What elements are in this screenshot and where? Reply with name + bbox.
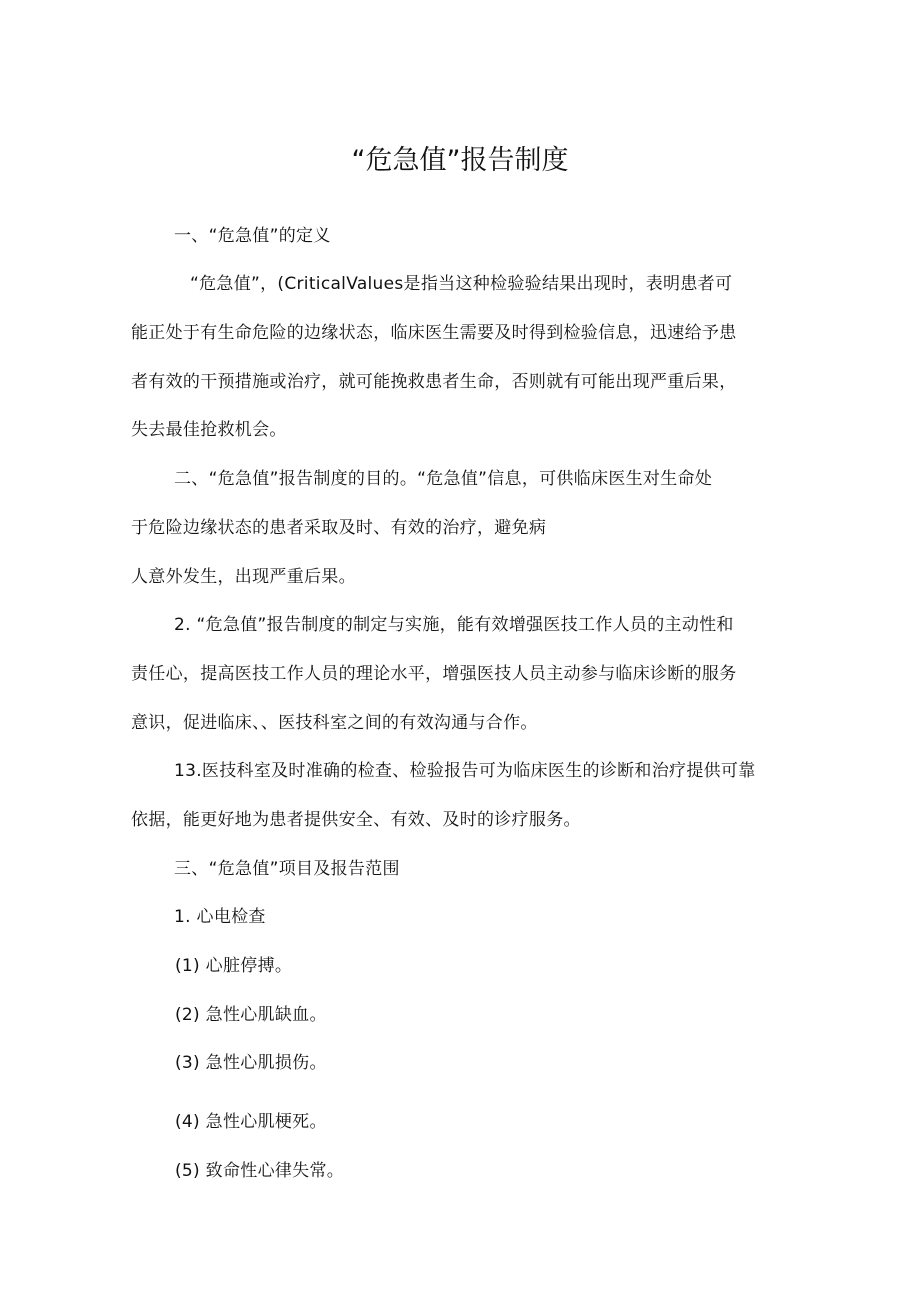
list-item: (4) 急性心肌梗死。 xyxy=(175,1112,327,1132)
paragraph-line: 者有效的干预措施或治疗，就可能挽救患者生命，否则就有可能出现严重后果， xyxy=(131,372,737,392)
section-heading-scope: 三、“危急值”项目及报告范围 xyxy=(174,859,400,879)
paragraph-line: 意识，促进临床、、医技科室之间的有效沟通与合作。 xyxy=(131,713,538,733)
paragraph-line: 人意外发生，出现严重后果。 xyxy=(131,567,356,587)
list-item: (1) 心脏停搏。 xyxy=(175,956,293,976)
paragraph-line: 依据，能更好地为患者提供安全、有效、及时的诊疗服务。 xyxy=(131,810,581,830)
list-item: (2) 急性心肌缺血。 xyxy=(175,1005,327,1025)
paragraph-line: 13.医技科室及时准确的检查、检验报告可为临床医生的诊断和治疗提供可靠 xyxy=(174,761,756,781)
paragraph-line: 于危险边缘状态的患者采取及时、有效的治疗，避免病 xyxy=(131,518,547,538)
paragraph-line: 二、“危急值”报告制度的目的。“危急值”信息，可供临床医生对生命处 xyxy=(174,469,713,489)
subheading-ecg: 1. 心电检查 xyxy=(174,907,266,927)
list-item: (3) 急性心肌损伤。 xyxy=(175,1053,327,1073)
paragraph-line: 2. “危急值”报告制度的制定与实施，能有效增强医技工作人员的主动性和 xyxy=(174,615,734,635)
paragraph-line: 责任心，提高医技工作人员的理论水平，增强医技人员主动参与临床诊断的服务 xyxy=(131,664,737,684)
paragraph-line: 能正处于有生命危险的边缘状态，临床医生需要及时得到检验信息，迅速给予患 xyxy=(131,323,737,343)
section-heading-definition: 一、“危急值”的定义 xyxy=(174,226,331,246)
list-item: (5) 致命性心律失常。 xyxy=(175,1161,345,1181)
paragraph-line: 失去最佳抢救机会。 xyxy=(131,420,287,440)
paragraph-line: “危急值”，(CriticalValues是指当这种检验验结果出现时，表明患者可 xyxy=(190,274,733,294)
document-title: “危急值”报告制度 xyxy=(351,145,569,176)
